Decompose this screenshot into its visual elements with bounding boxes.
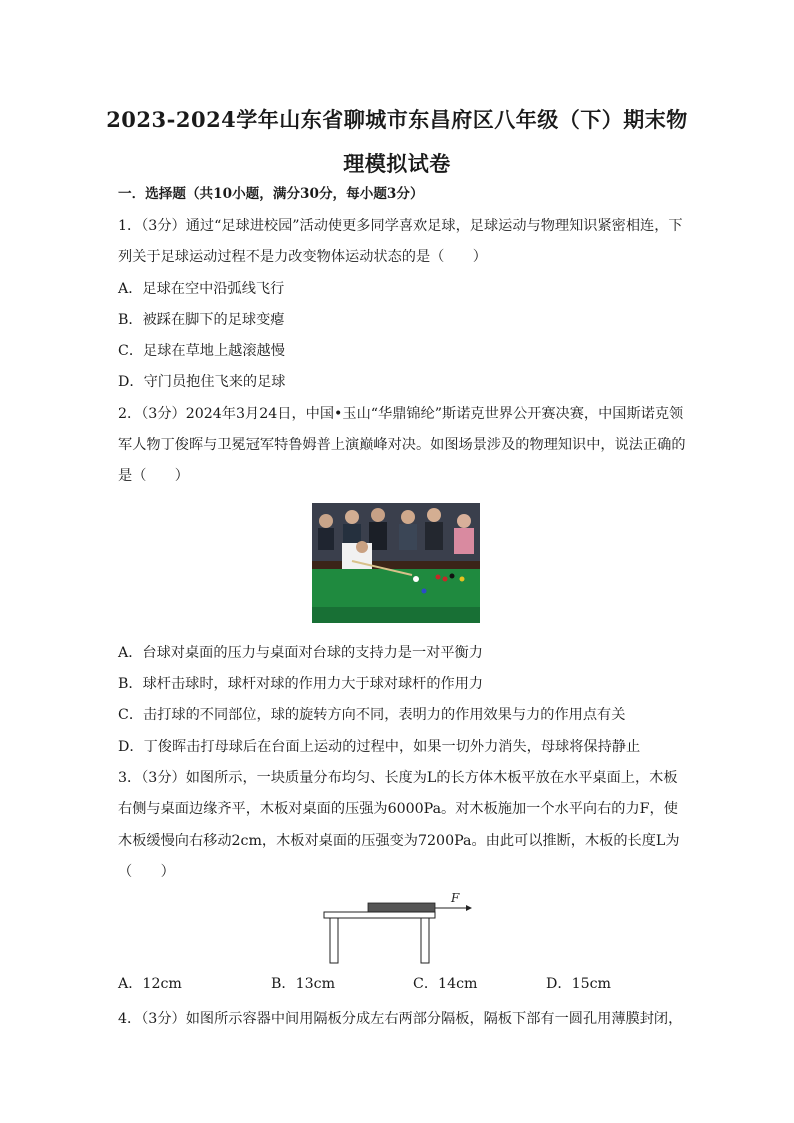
- q2-option-a: A．台球对桌面的压力与桌面对台球的支持力是一对平衡力: [118, 645, 483, 661]
- table-top: [324, 912, 435, 918]
- q3-stem-line3: 木板缓慢向右移动2cm，木板对桌面的压强变为7200Pa。由此可以推断，木板的长度L为: [118, 833, 680, 849]
- q2-option-c: C．击打球的不同部位，球的旋转方向不同，表明力的作用效果与力的作用点有关: [118, 707, 626, 723]
- wooden-board: [368, 903, 435, 912]
- q1-option-b: B．被踩在脚下的足球变瘪: [118, 312, 285, 328]
- snooker-photo: [312, 503, 480, 623]
- force-label: F: [451, 891, 460, 905]
- q3-option-c: C．14cm: [413, 976, 478, 992]
- q3-option-a: A．12cm: [118, 976, 182, 992]
- q2-stem-line3: 是（ ）: [118, 468, 189, 484]
- q3-option-d: D．15cm: [546, 976, 612, 992]
- q1-option-c: C．足球在草地上越滚越慢: [118, 343, 285, 359]
- table-board-diagram: [318, 888, 478, 968]
- q1-stem-line2: 列关于足球运动过程不是力改变物体运动状态的是（ ）: [118, 249, 487, 265]
- q3-stem-line2: 右侧与桌面边缘齐平，木板对桌面的压强为6000Pa。对木板施加一个水平向右的力F，使: [118, 801, 678, 817]
- q3-stem-line4: （ ）: [118, 864, 175, 880]
- q2-option-b: B．球杆击球时，球杆对球的作用力大于球对球杆的作用力: [118, 676, 484, 692]
- exam-title-line1: 2023-2024学年山东省聊城市东昌府区八年级（下）期末物: [106, 107, 688, 132]
- q2-stem-line2: 军人物丁俊晖与卫冕冠军特鲁姆普上演巅峰对决。如图场景涉及的物理知识中，说法正确的: [118, 437, 686, 453]
- q3-stem-line1: 3．（3分）如图所示，一块质量分布均匀、长度为L的长方体木板平放在水平桌面上，木板: [118, 770, 678, 786]
- q2-option-d: D．丁俊晖击打母球后在台面上运动的过程中，如果一切外力消失，母球将保持静止: [118, 739, 641, 755]
- section-heading: 一．选择题（共10小题，满分30分，每小题3分）: [118, 186, 424, 202]
- exam-title-line2: 理模拟试卷: [343, 151, 451, 176]
- q2-stem-line1: 2．（3分）2024年3月24日，中国•玉山“华鼎锦纶”斯诺克世界公开赛决赛，中国斯诺克领: [118, 406, 684, 422]
- q1-option-d: D．守门员抱住飞来的足球: [118, 374, 286, 390]
- q1-stem-line1: 1．（3分）通过“足球进校园”活动使更多同学喜欢足球，足球运动与物理知识紧密相连，下: [118, 218, 683, 234]
- q3-option-b: B．13cm: [271, 976, 336, 992]
- q1-option-a: A．足球在空中沿弧线飞行: [118, 281, 285, 297]
- q4-stem-line1: 4．（3分）如图所示容器中间用隔板分成左右两部分隔板，隔板下部有一圆孔用薄膜封闭，: [118, 1011, 683, 1027]
